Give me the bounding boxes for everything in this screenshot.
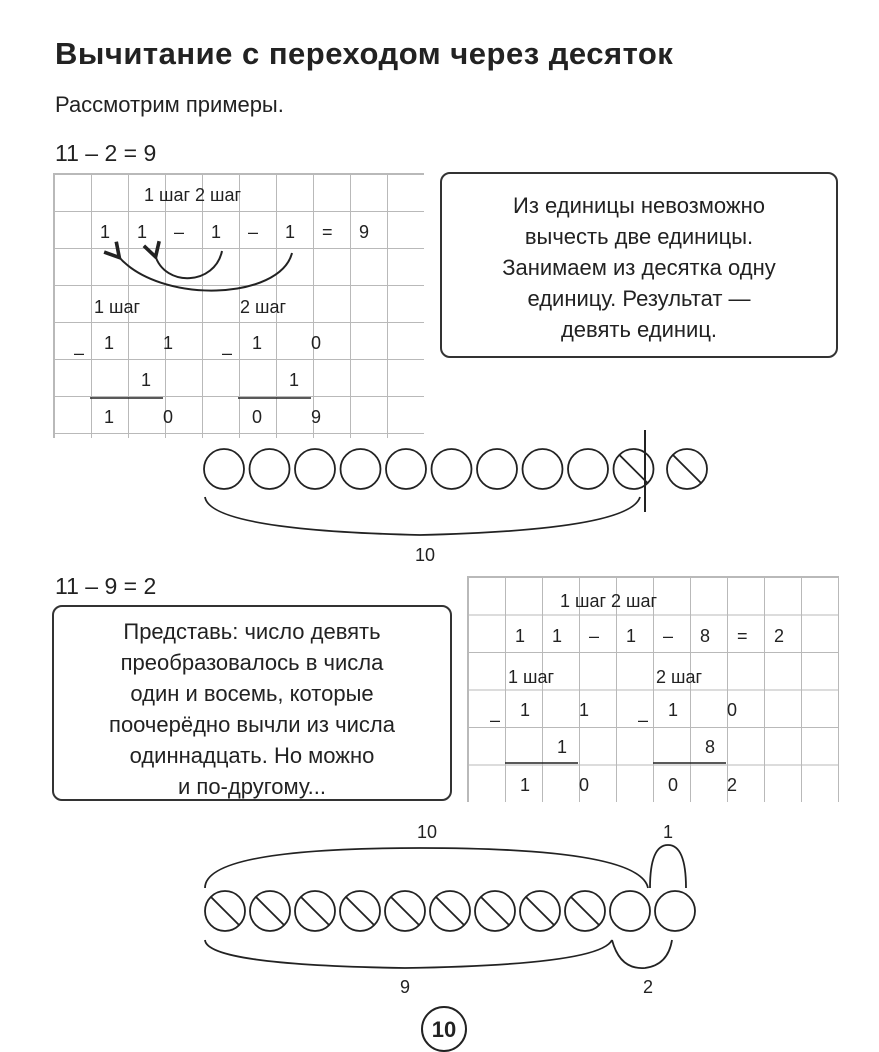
- intro-text: Рассмотрим примеры.: [55, 92, 284, 117]
- row-cell: 1: [211, 222, 222, 242]
- row-cell: 1: [100, 222, 111, 242]
- example2-top-brace: [205, 848, 648, 888]
- minus-sign: –: [222, 343, 233, 363]
- example2-circles-row: [205, 891, 695, 931]
- example2-bottom-brace: [205, 940, 612, 968]
- cross-out-mark: [391, 897, 420, 926]
- example2-top-right-label: 1: [662, 822, 673, 842]
- cross-out-mark: [571, 897, 600, 926]
- example2-bottom-small-arc: [612, 940, 672, 968]
- explanation-line: поочерёдно вычли из числа: [109, 712, 395, 737]
- minus-sign: –: [638, 710, 649, 730]
- counting-circle: [523, 449, 563, 489]
- cross-out-mark: [211, 897, 240, 926]
- row-cell: 1: [285, 222, 296, 242]
- example1-col2-minuend: 1 0: [252, 333, 344, 353]
- example2-top-small-arc: [650, 845, 686, 888]
- counting-circle: [477, 449, 517, 489]
- borrow-arrow-large: [118, 253, 292, 291]
- counting-circle: [250, 449, 290, 489]
- counting-circle: [568, 449, 608, 489]
- example1-equation: 11 – 2 = 9: [55, 140, 157, 166]
- row-cell: =: [737, 626, 748, 646]
- row-cell: –: [248, 222, 259, 242]
- example2-steps-header: 1 шаг 2 шаг: [560, 591, 658, 611]
- counting-circle: [204, 449, 244, 489]
- cross-out-mark: [673, 455, 702, 484]
- example1-col1-subtrahend: 1: [141, 370, 152, 390]
- counting-circle: [386, 449, 426, 489]
- page-number: 10: [421, 1006, 467, 1052]
- row-cell: –: [589, 626, 600, 646]
- minus-sign: –: [490, 710, 501, 730]
- explanation-line: преобразовалось в числа: [120, 650, 384, 675]
- example2-col1-minuend: 1 1: [520, 700, 612, 720]
- row-cell: 1: [552, 626, 563, 646]
- example1-col1-minuend: 1 1: [104, 333, 196, 353]
- example1-col2-subtrahend: 1: [289, 370, 300, 390]
- example2-top-left-label: 10: [416, 822, 438, 842]
- example2-step2-label: 2 шаг: [656, 667, 703, 687]
- explanation-line: Занимаем из десятка одну: [502, 255, 776, 280]
- example1-step2-label: 2 шаг: [240, 297, 287, 317]
- explanation-line: и по-другому...: [178, 774, 326, 799]
- row-cell: –: [663, 626, 674, 646]
- row-cell: 1: [515, 626, 526, 646]
- example1-col1-result: 1 0: [104, 407, 196, 427]
- example1-step1-label: 1 шаг: [94, 297, 141, 317]
- explanation-line: единицу. Результат —: [527, 286, 751, 311]
- cross-out-mark: [301, 897, 330, 926]
- row-cell: 8: [700, 626, 711, 646]
- example2-col1-result: 1 0: [520, 775, 612, 795]
- example2-bottom-right-label: 2: [642, 977, 653, 997]
- counting-circle: [341, 449, 381, 489]
- example2-col2-minuend: 1 0: [668, 700, 760, 720]
- row-cell: 9: [359, 222, 370, 242]
- cross-out-mark: [526, 897, 555, 926]
- row-cell: 2: [774, 626, 785, 646]
- borrow-arrow-small: [155, 251, 222, 278]
- example2-equation: 11 – 9 = 2: [55, 573, 157, 599]
- explanation-line: девять единиц.: [560, 317, 718, 342]
- page-title: Вычитание с переходом через десяток: [55, 36, 674, 71]
- cross-out-mark: [619, 455, 648, 484]
- example1-brace-label: 10: [414, 545, 436, 565]
- example2-col2-result: 0 2: [668, 775, 760, 795]
- explanation-line: одиннадцать. Но можно: [129, 743, 375, 768]
- explanation-line: Из единицы невозможно: [513, 193, 765, 218]
- example1-col2-result: 0 9: [252, 407, 344, 427]
- row-cell: 1: [626, 626, 637, 646]
- counting-circle: [432, 449, 472, 489]
- counting-circle: [610, 891, 650, 931]
- example2-step1-label: 1 шаг: [508, 667, 555, 687]
- cross-out-mark: [256, 897, 285, 926]
- cross-out-mark: [436, 897, 465, 926]
- row-cell: –: [174, 222, 185, 242]
- example2-col1-subtrahend: 1: [557, 737, 568, 757]
- counting-circle: [295, 449, 335, 489]
- example1-steps-header: 1 шаг 2 шаг: [144, 185, 242, 205]
- example1-brace: [205, 497, 640, 535]
- explanation-line: Представь: число девять: [123, 619, 381, 644]
- example2-bottom-left-label: 9: [399, 977, 410, 997]
- explanation-line: один и восемь, которые: [130, 681, 374, 706]
- row-cell: =: [322, 222, 333, 242]
- example2-col2-subtrahend: 8: [705, 737, 716, 757]
- cross-out-mark: [346, 897, 375, 926]
- explanation-line: вычесть две единицы.: [524, 224, 754, 249]
- row-cell: 1: [137, 222, 148, 242]
- minus-sign: –: [74, 343, 85, 363]
- cross-out-mark: [481, 897, 510, 926]
- example1-circles-row: [204, 449, 707, 489]
- counting-circle: [655, 891, 695, 931]
